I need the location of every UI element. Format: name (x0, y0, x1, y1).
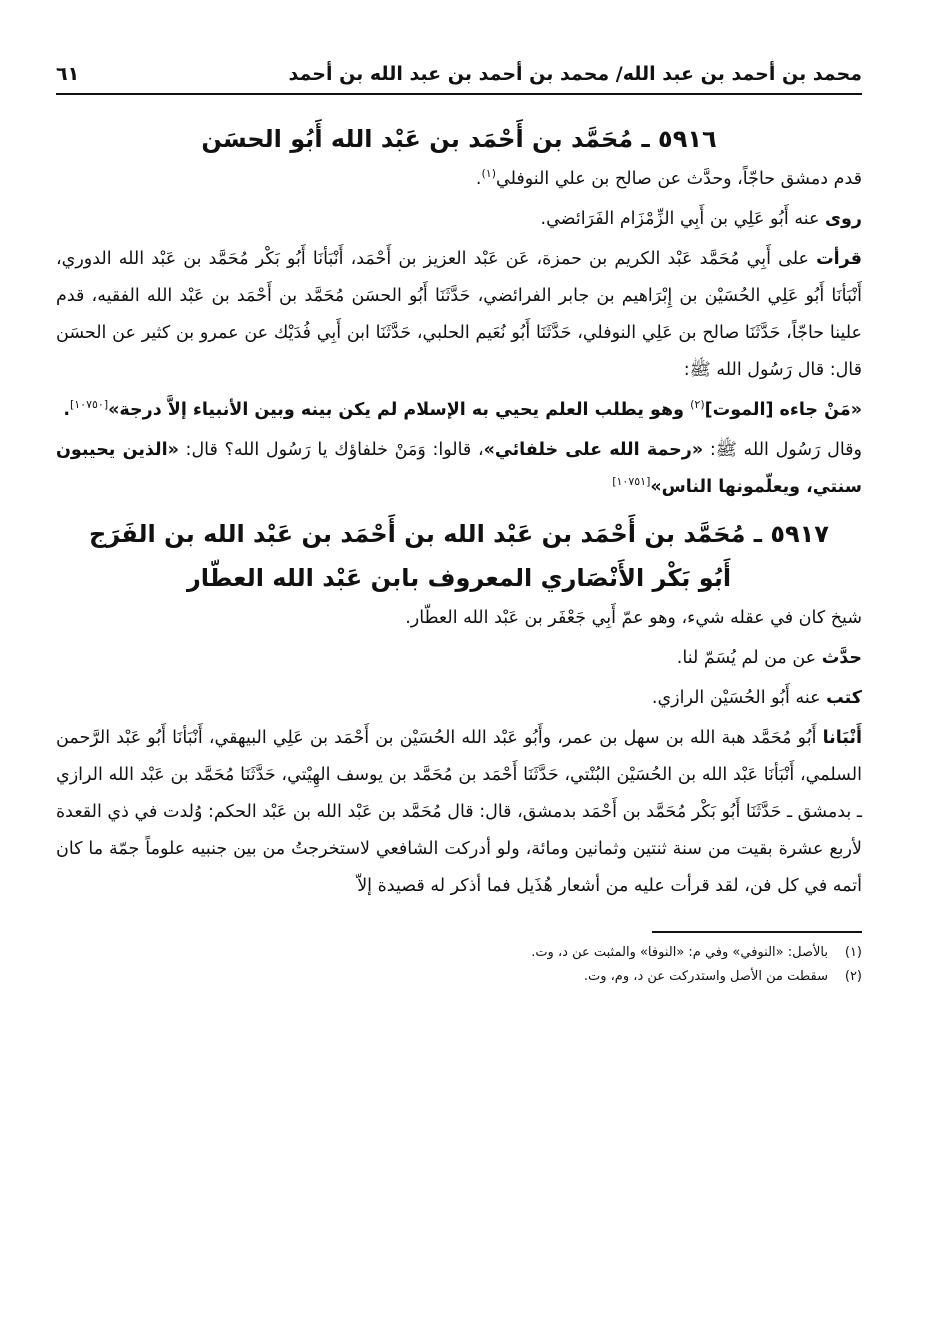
running-title: محمد بن أحمد بن عبد الله/ محمد بن أحمد بن عبد الله بن أحمد (288, 63, 862, 85)
kataba-text: عنه أَبُو الحُسَيْن الرازي. (651, 687, 827, 708)
book-page (56, 62, 862, 989)
hadith-text-b: وهو يطلب العلم يحيي به الإسلام لم يكن بينه وبين الأنبياء إلاَّ درجة» (108, 399, 691, 420)
intro-end: . (475, 168, 482, 189)
entry-5917-intro: شيخ كان في عقله شيء، وهو عمّ أَبِي جَعْفَر بن عَبْد الله العطّار. (405, 607, 862, 628)
lead-word-rawa: روى (825, 208, 862, 229)
footnote-number: (١) (844, 944, 862, 960)
entry-5917-haddatha (56, 640, 862, 677)
entry-5916-narrators (56, 201, 862, 238)
entry-5917-title-line1: ٥٩١٧ ـ مُحَمَّد بن أَحْمَد بن عَبْد الله بن أَحْمَد بن عَبْد الله بن الفَرَج (89, 519, 829, 548)
lead-word-haddatha: حدَّث (821, 647, 862, 668)
footnote-text: سقطت من الأصل واستدركت عن د، وم، وت. (583, 968, 828, 984)
footnote-marker-1[interactable]: (١) (481, 166, 496, 180)
lead-word-anbana: أَنْبَانا (822, 727, 862, 748)
entry-5917-isnad (56, 720, 862, 905)
footnote-marker-2[interactable]: (٢) (690, 397, 705, 411)
footnote-divider (652, 931, 862, 933)
page-body (56, 117, 862, 905)
hadith-end: . (63, 399, 70, 420)
footnote-number: (٢) (844, 968, 862, 984)
intro-text: قدم دمشق حاجّاً، وحدَّث عن صالح بن علي النوفلي (496, 168, 862, 189)
hadith-10750 (56, 392, 862, 429)
isnad2-text: أَبُو مُحَمَّد هبة الله بن سهل بن عمر، وأَبُو عَبْد الله الحُسَيْن بن أَحْمَد بن عَلِي البيهقي، أَنْبَأنَا أَبُو عَبْد الرَّحمن السلمي، أَنْبَأنَا عَبْد الله بن الحُسَيْن البُنْتي، حَدَّثَنَا أَحْمَد بن مُحَمَّد بن يوسف الهِيْتي، حَدَّثَنَا مُحَمَّد بن عَبْد الله الرازي ـ بدمشق ـ حَدَّثَنَا أَبُو بَكْر مُحَمَّد بن أَحْمَد بدمشق، قال: قال مُحَمَّد بن عَبْد الله بن عَبْد الحكم: وُلدت في ذي القعدة لأربع عشرة بقيت من سنة ثنتين وثمانين ومائة، ولو أدركت الشافعي لاستخرجتُ من بين جنبيه علوماً جمّة ما كان أتمه في كل فن، لقد قرأت عليه من أشعار هُذَيل فما أذكر له قصيدة إلاّ (56, 727, 862, 896)
narrators-text: عنه أَبُو عَلِي بن أَبِي الزِّمْزَام الفَرَائضي. (540, 208, 825, 229)
hadith-10751 (56, 432, 862, 506)
page-header (56, 62, 862, 95)
entry-5916-isnad (56, 241, 862, 389)
entry-5917-kataba (56, 680, 862, 717)
footnote-1 (56, 941, 862, 965)
hadith2-quote2: «الذين يحيبون سنتي، ويعلّمونها الناس» (56, 439, 862, 497)
haddatha-text: عن من لم يُسَمّ لنا. (676, 647, 822, 668)
lead-word-qaraat: قرأت (816, 248, 862, 269)
hadith2-intro: وقال رَسُول الله ﷺ: (703, 439, 862, 460)
hadith-ref-10751: [١٠٧٥١] (612, 474, 651, 488)
entry-5916-intro (56, 161, 862, 198)
page-number: ٦١ (56, 63, 80, 85)
footnote-text: بالأصل: «النوفي» وفي م: «النوفا» والمثبت عن د، وت. (531, 944, 828, 960)
entry-5916-title: ٥٩١٦ ـ مُحَمَّد بن أَحْمَد بن عَبْد الله أَبُو الحسَن (201, 124, 717, 153)
hadith2-mid: ، قالوا: وَمَنْ خلفاؤك يا رَسُول الله؟ قال: (178, 439, 484, 460)
hadith-text-a: «مَنْ جاءه [الموت] (704, 399, 862, 420)
lead-word-kataba: كتب (826, 687, 862, 708)
footnote-2 (56, 965, 862, 989)
hadith-ref-10750: [١٠٧٥٠] (69, 397, 109, 411)
footnotes (56, 941, 862, 989)
isnad-text: على أَبِي مُحَمَّد عَبْد الكريم بن حمزة، عَن عَبْد العزيز بن أَحْمَد، أَنْبَأنَا أَبُو بَكْر مُحَمَّد بن عَبْد الله الدوري، أَنْبَأنَا أَبُو عَلِي الحُسَيْن بن إِبْرَاهيم بن جابر الفرائضي، حَدَّثَنَا أَبُو الحسَن مُحَمَّد بن أَحْمَد بن عَبْد الله الفقيه، قدم علينا حاجّاً، حَدَّثَنَا صالح بن عَلِي النوفلي، حَدَّثَنَا أَبُو نُعَيم الحلبي، حَدَّثَنَا ابن أَبِي فُدَيْك عن عمرو بن كثير عن الحسَن قال: قال رَسُول الله ﷺ: (56, 248, 862, 380)
hadith2-quote1: «رحمة الله على خلفائي» (483, 439, 704, 460)
entry-5917-title-line2: أَبُو بَكْر الأَنْصَاري المعروف بابن عَبْد الله العطّار (186, 563, 732, 592)
